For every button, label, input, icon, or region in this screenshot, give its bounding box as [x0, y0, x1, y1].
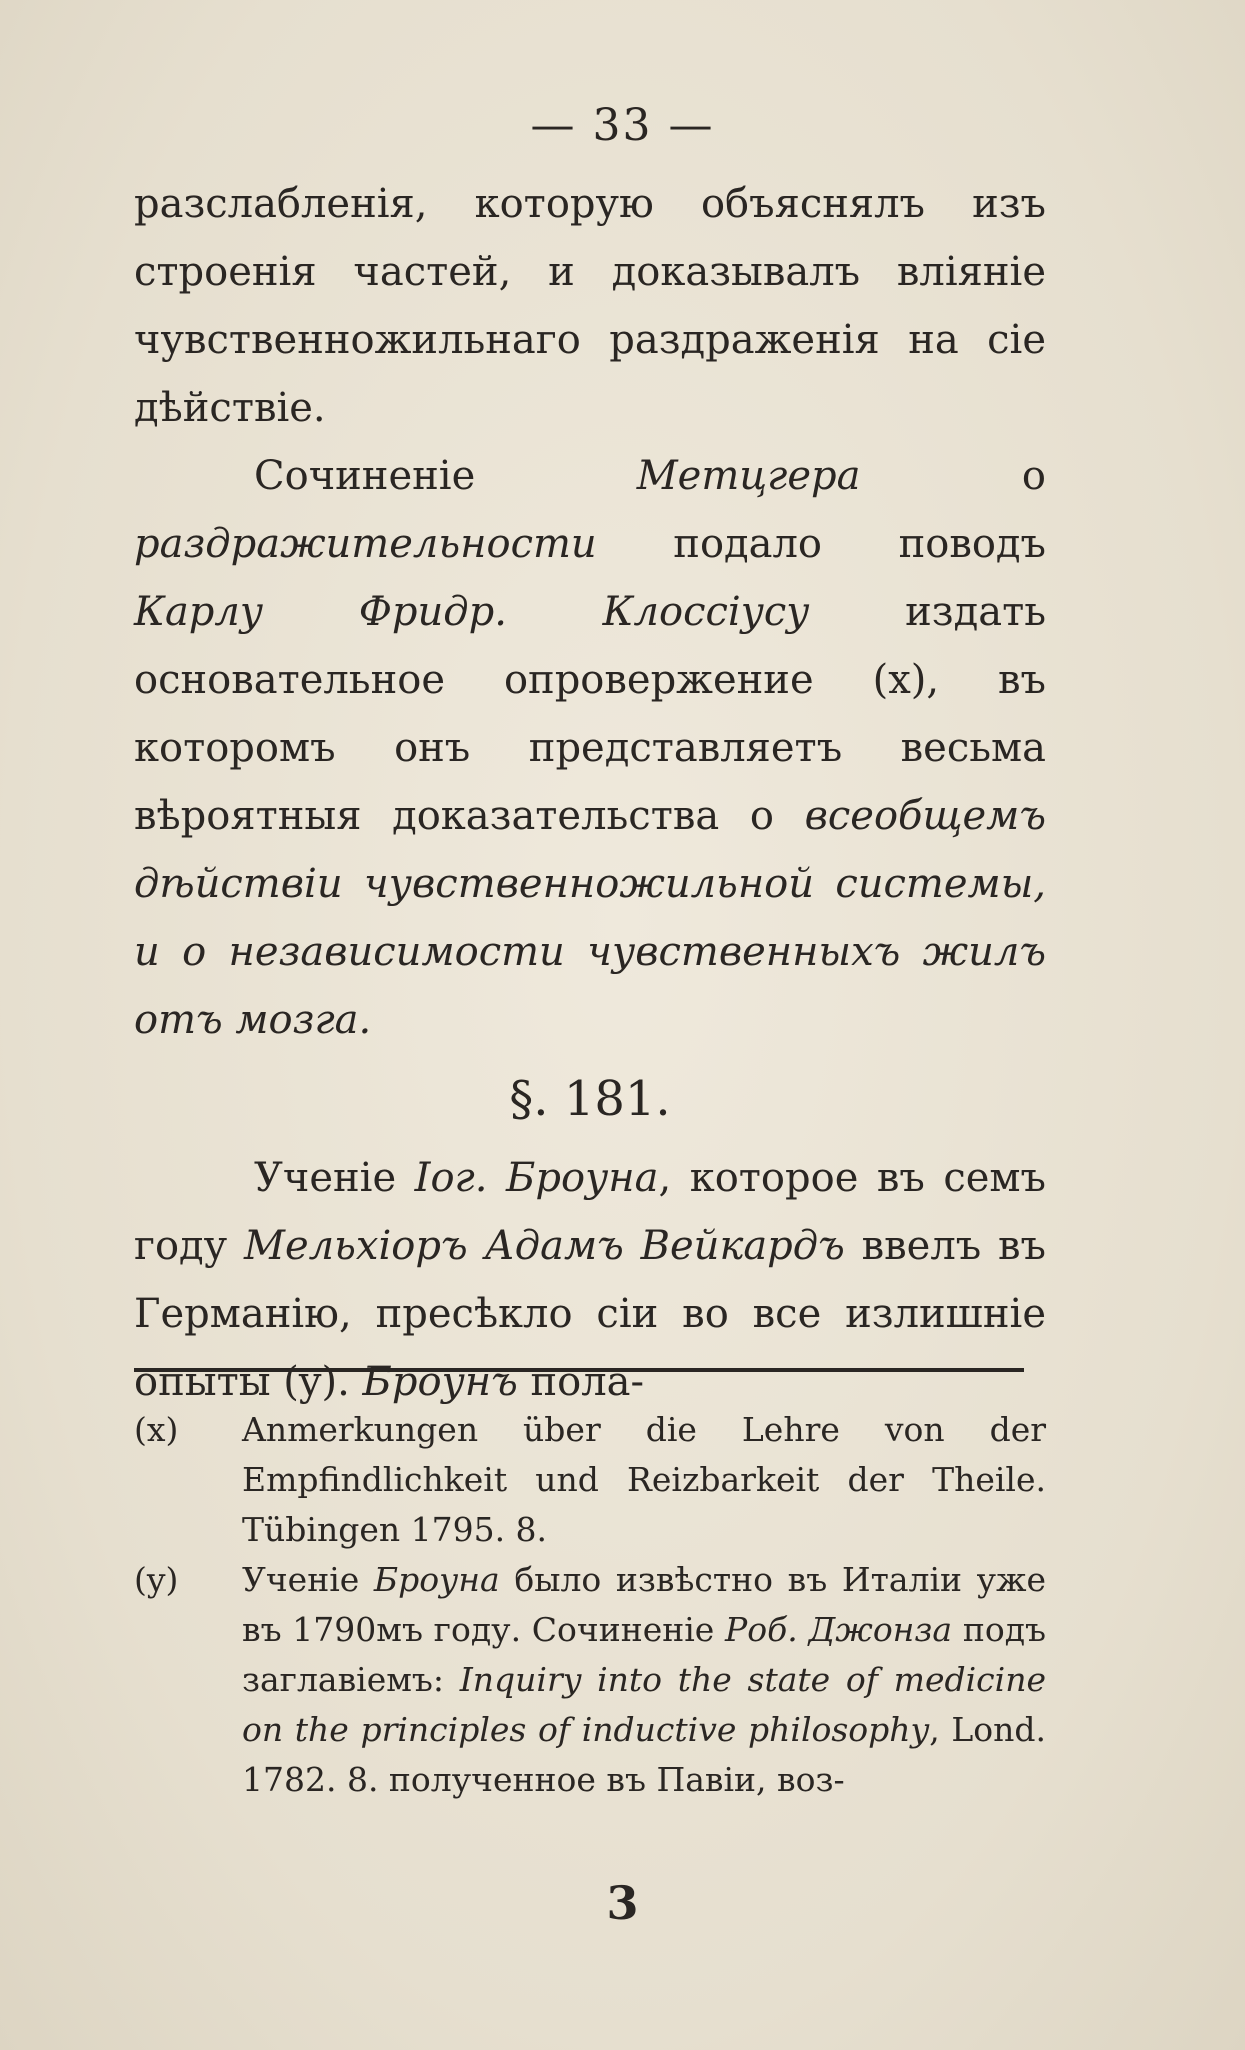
italic-run: Inquiry into the state of medicine on the principles of inductive philosophy [242, 1660, 1046, 1749]
text-run: пола- [517, 1359, 645, 1405]
page-number: — 33 — [530, 100, 715, 151]
italic-run: раздражительности [134, 521, 597, 567]
footnote-x [134, 1405, 1046, 1555]
text-run: о [860, 453, 1047, 499]
italic-run: Іог. Броуна [414, 1155, 659, 1201]
text-run: подало поводъ [596, 521, 1046, 567]
footnote-rule [134, 1368, 1024, 1372]
text-run: ввелъ въ Германію, пресѣкло сіи во все излишніе опыты (y). [134, 1223, 1047, 1405]
text-run: издать основательное опровержение (x), въ которомъ онъ представляетъ весьма вѣроятныя доказательства о [134, 589, 1047, 839]
footnote-mark: (x) [134, 1410, 179, 1449]
italic-run: Карлу Фридр. Клоссіусу [134, 589, 810, 635]
main-text [134, 170, 1046, 1416]
text-run: Ученіе [242, 1560, 374, 1599]
footnote-mark: (y) [134, 1560, 179, 1599]
text-run: , Lond. 1782. 8. полученное въ Павіи, воз- [242, 1710, 1046, 1799]
italic-run: Броунъ [362, 1359, 518, 1405]
paragraph-1: разслабленія, которую объяснялъ изъ строенія частей, и доказывалъ вліяніе чувственножильнаго раздраженія на сіе дѣйствіе. [134, 181, 1046, 431]
italic-run: Метцгера [636, 453, 861, 499]
text-run: подъ заглавіемъ: [242, 1610, 1047, 1699]
text-run: Ученіе [254, 1155, 415, 1201]
text-run: , которое въ семъ году [134, 1155, 1046, 1269]
footnotes [134, 1405, 1046, 1805]
italic-run: Броуна [373, 1560, 500, 1599]
footnote-y [134, 1555, 1046, 1805]
footnote-text: Anmerkungen über die Lehre von der Empfindlichkeit und Reizbarkeit der Theile. Tübingen 1795. 8. [242, 1410, 1046, 1549]
italic-run: Роб. Джонза [725, 1610, 953, 1649]
paragraph-2 [134, 442, 1046, 1054]
paragraph-3 [134, 1144, 1046, 1416]
section-heading: §. 181. [509, 1071, 671, 1127]
text-run: было извѣстно въ Италіи уже въ 1790мъ году. Сочиненіе [242, 1560, 1046, 1649]
italic-run: Мельхіоръ Адамъ Вейкардъ [244, 1223, 845, 1269]
footnote-text [242, 1555, 1046, 1805]
italic-run: всеобщемъ дѣйствіи чувственножильной системы, и о независимости чувственныхъ жилъ отъ мозга. [134, 793, 1046, 1043]
text-run: Сочиненіе [254, 453, 637, 499]
signature-mark: 3 [606, 1876, 639, 1930]
